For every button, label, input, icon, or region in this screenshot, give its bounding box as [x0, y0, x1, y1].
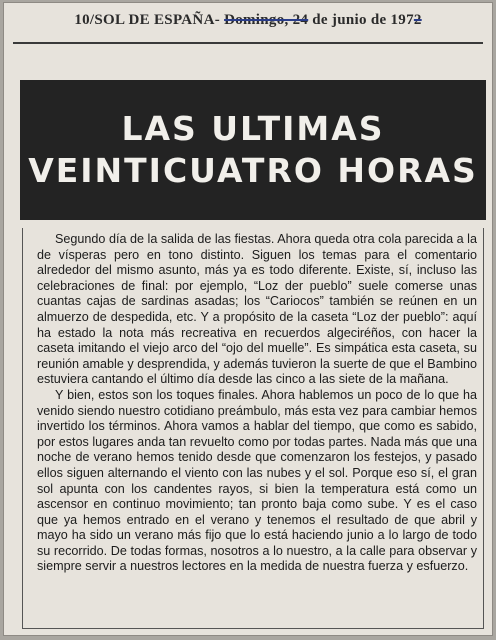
header-struck-date: Domingo, 24 — [224, 12, 309, 28]
paragraph: Y bien, estos son los toques finales. Ahora hablemos un poco de lo que ha venido siendo nuestro cotidiano preámbulo, más esta vez para cambiar hemos invertido los términos. Ahora vamos a hablar del tiempo, que como es sabido, por estos lugares anda tan revuelto como por todas partes. Nada más que una noche de verano hemos tenido desde que comenzaron los festejos, y pasado ellos siguen alternando el viento con las nubes y el sol. Porque eso sí, el gran sol apunta con los candentes rayos, si bien la temperatura está como un ascensor en continuo movimiento; tan pronto baja como sube. Y es el caso que ya hemos entrado en el verano y tenemos el resultado de que abril y mayo ha sido un verano más fijo que lo está haciendo junio a lo largo de todo su recorrido. De todas formas, nosotros a lo nuestro, a la calle para observar y siempre servir a nuestros lectores en la medida de nuestra fuerza y esfuerzo. — [37, 387, 477, 574]
header-year-digit: 2 — [413, 12, 422, 28]
article-box — [22, 228, 484, 629]
headline-box — [20, 80, 486, 220]
headline-line-2: VEINTICUATRO HORAS — [28, 151, 478, 190]
header-source: 10/SOL DE ESPAÑA- — [74, 12, 220, 28]
header-rule — [13, 42, 483, 44]
page-header — [3, 12, 493, 29]
newspaper-clipping — [3, 2, 493, 636]
article-body — [37, 232, 477, 575]
headline-line-1: LAS ULTIMAS — [121, 109, 385, 148]
paragraph: Segundo día de la salida de las fiestas. Ahora queda otra cola parecida a la de vísperas pero en tono distinto. Siguen los temas para el comentario alrededor del mismo asunto, más ya es todo diferente. Existe, sí, incluso las celebraciones de final: por ejemplo, “Loz der pueblo” suele comerse unas cuantas cajas de sardinas asadas; los “Cariocos” también se reúnen en un almuerzo de despedida, etc. Y a propósito de la caseta “Loz der pueblo”: aquí ha estado la nota más recreativa en recuerdos algeciréños, con hacer la caseta imitando el viejo arco del “ojo del muelle”. Es simpática esta caseta, su reunión amable y desprendida, y además tuvieron la suerte de que el Bambino estuviera cantando el último día desde las cinco a las siete de la mañana. — [37, 232, 477, 387]
header-date: de junio de 197 — [312, 12, 414, 28]
